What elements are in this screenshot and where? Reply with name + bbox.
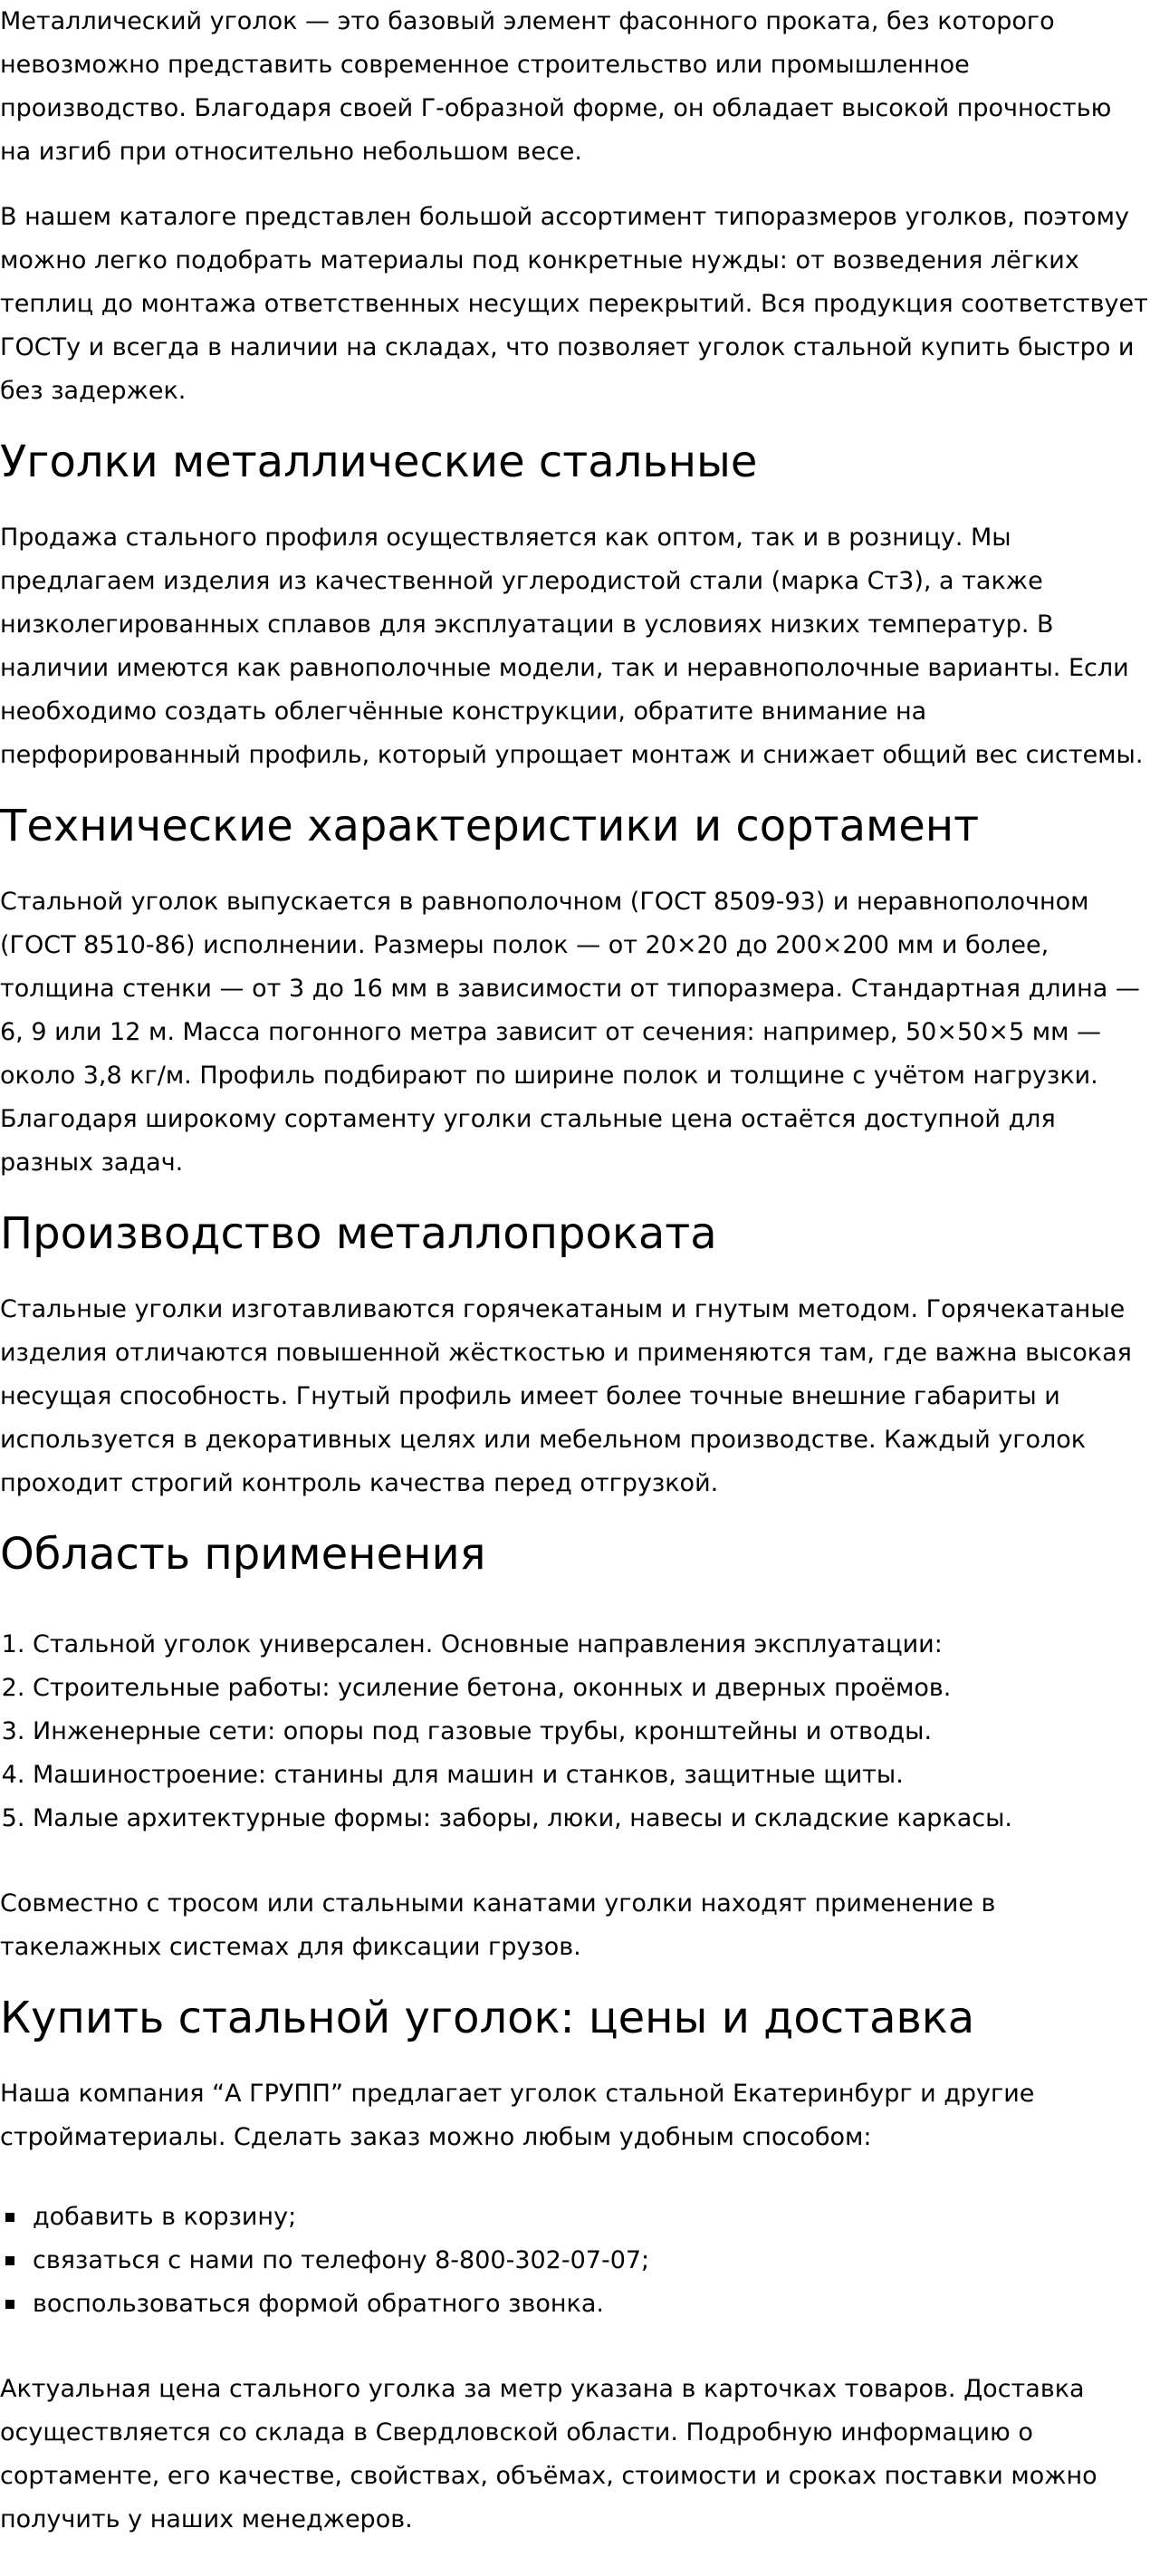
list-item bbox=[33, 2283, 1150, 2326]
list-item: 5. Малые архитектурные формы: заборы, люки, навесы и складские каркасы. bbox=[33, 1797, 1150, 1841]
bullet-icon bbox=[5, 2256, 14, 2265]
delivery-paragraph: Актуальная цена стального уголка за метр указана в карточках товаров. Доставка осуществляется со склада в Свердловской области. Подробную информацию о сортаменте, его качестве, свойствах, объёмах, стоимости и сроках поставки можно получить у наших менеджеров. bbox=[0, 2375, 1097, 2533]
bullet-icon bbox=[5, 2213, 14, 2222]
list-item: 3. Инженерные сети: опоры под газовые трубы, кронштейны и отводы. bbox=[33, 1710, 1150, 1754]
list-item bbox=[33, 2239, 1150, 2283]
application-list bbox=[0, 1609, 1150, 1860]
application-paragraph: Совместно с тросом или стальными канатами уголки находят применение в такелажных системах для фиксации грузов. bbox=[0, 1889, 996, 1961]
intro-paragraph-1: Металлический уголок — это базовый элемент фасонного проката, без которого невозможно представить современное строительство или промышленное производство. Благодаря своей Г-образной форме, он обладает высокой прочностью на изгиб при относительно небольшом весе. bbox=[0, 7, 1112, 166]
list-item-text: воспользоваться формой обратного звонка. bbox=[33, 2290, 604, 2318]
heading-application: Область применения bbox=[0, 1529, 486, 1580]
bullet-icon bbox=[5, 2300, 14, 2309]
list-item: 4. Машиностроение: станины для машин и станков, защитные щиты. bbox=[33, 1754, 1150, 1797]
list-item-text: связаться с нами по телефону 8-800-302-07-07; bbox=[33, 2246, 650, 2274]
steel-angles-paragraph: Продажа стального профиля осуществляется как оптом, так и в розницу. Мы предлагаем изделия из качественной углеродистой стали (марка Ст3), а также низколегированных сплавов для эксплуатации в условиях низких температур. В наличии имеются как равнополочные модели, так и неравнополочные варианты. Если необходимо создать облегчённые конструкции, обратите внимание на перфорированный профиль, который упрощает монтаж и снижает общий вес системы. bbox=[0, 524, 1144, 769]
production-paragraph: Стальные уголки изготавливаются горячекатаным и гнутым методом. Горячекатаные изделия отличаются повышенной жёсткостью и применяются там, где важна высокая несущая способность. Гнутый профиль имеет более точные внешние габариты и используется в декоративных целях или мебельном производстве. Каждый уголок проходит строгий контроль качества перед отгрузкой. bbox=[0, 1295, 1132, 1497]
heading-production: Производство металлопроката bbox=[0, 1208, 717, 1259]
heading-buy: Купить стальной уголок: цены и доставка bbox=[0, 1993, 975, 2043]
list-item bbox=[33, 2196, 1150, 2239]
buy-paragraph: Наша компания “А ГРУПП” предлагает уголок стальной Екатеринбург и другие стройматериалы. Сделать заказ можно любым удобным способом: bbox=[0, 2080, 1035, 2151]
list-item-text: добавить в корзину; bbox=[33, 2203, 297, 2231]
list-item: 2. Строительные работы: усиление бетона, оконных и дверных проёмов. bbox=[33, 1667, 1150, 1710]
list-item: 1. Стальной уголок универсален. Основные направления эксплуатации: bbox=[33, 1623, 1150, 1667]
specs-paragraph: Стальной уголок выпускается в равнополочном (ГОСТ 8509-93) и неравнополочном (ГОСТ 8510-86) исполнении. Размеры полок — от 20×20 до 200×200 мм и более, толщина стенки — от 3 до 16 мм в зависимости от типоразмера. Стандартная длина — 6, 9 или 12 м. Масса погонного метра зависит от сечения: например, 50×50×5 мм — около 3,8 кг/м. Профиль подбирают по ширине полок и толщине с учётом нагрузки. Благодаря широкому сортаменту уголки стальные цена остаётся доступной для разных задач. bbox=[0, 888, 1140, 1177]
order-methods-list bbox=[0, 2181, 1150, 2346]
intro-paragraph-2: В нашем каталоге представлен большой ассортимент типоразмеров уголков, поэтому можно легко подобрать материалы под конкретные нужды: от возведения лёгких теплиц до монтажа ответственных несущих перекрытий. Вся продукция соответствует ГОСТу и всегда в наличии на складах, что позволяет уголок стальной купить быстро и без задержек. bbox=[0, 203, 1148, 405]
heading-steel-angles: Уголки металлические стальные bbox=[0, 437, 758, 487]
heading-specs: Технические характеристики и сортамент bbox=[0, 801, 980, 851]
